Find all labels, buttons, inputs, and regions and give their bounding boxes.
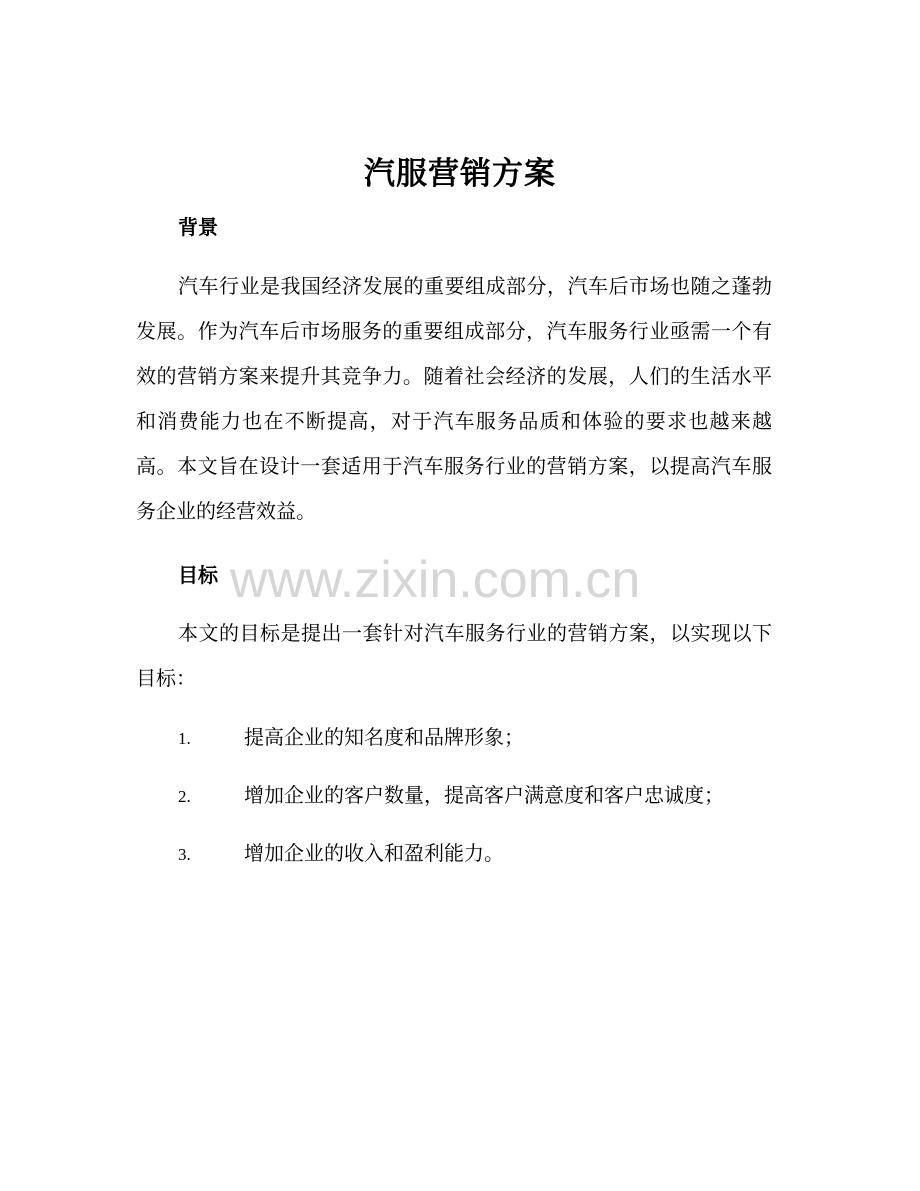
- list-item: [178, 838, 504, 870]
- watermark: www.zixin.com.cn: [230, 551, 641, 609]
- document-title: 汽服营销方案: [364, 156, 556, 192]
- section-heading-goals: 目标: [178, 563, 218, 587]
- list-item: [178, 722, 524, 754]
- goals-paragraph: 本文的目标是提出一套针对汽车服务行业的营销方案，以实现以下目标：: [136, 621, 772, 690]
- list-item-number: 2.: [178, 787, 191, 806]
- section-heading-background: 背景: [178, 215, 218, 239]
- list-item-number: 1.: [178, 729, 191, 748]
- list-item-number: 3.: [178, 845, 191, 864]
- list-item-text: 提高企业的知名度和品牌形象；: [244, 725, 524, 749]
- list-item: [178, 780, 724, 812]
- list-item-text: 增加企业的客户数量，提高客户满意度和客户忠诚度；: [244, 783, 724, 807]
- background-paragraph: 汽车行业是我国经济发展的重要组成部分，汽车后市场也随之蓬勃发展。作为汽车后市场服务的重要组成部分，汽车服务行业亟需一个有效的营销方案来提升其竞争力。随着社会经济的发展，人们的生活水平和消费能力也在不断提高，对于汽车服务品质和体验的要求也越来越高。本文旨在设计一套适用于汽车服务行业的营销方案，以提高汽车服务企业的经营效益。: [136, 274, 772, 523]
- list-item-text: 增加企业的收入和盈利能力。: [244, 841, 504, 865]
